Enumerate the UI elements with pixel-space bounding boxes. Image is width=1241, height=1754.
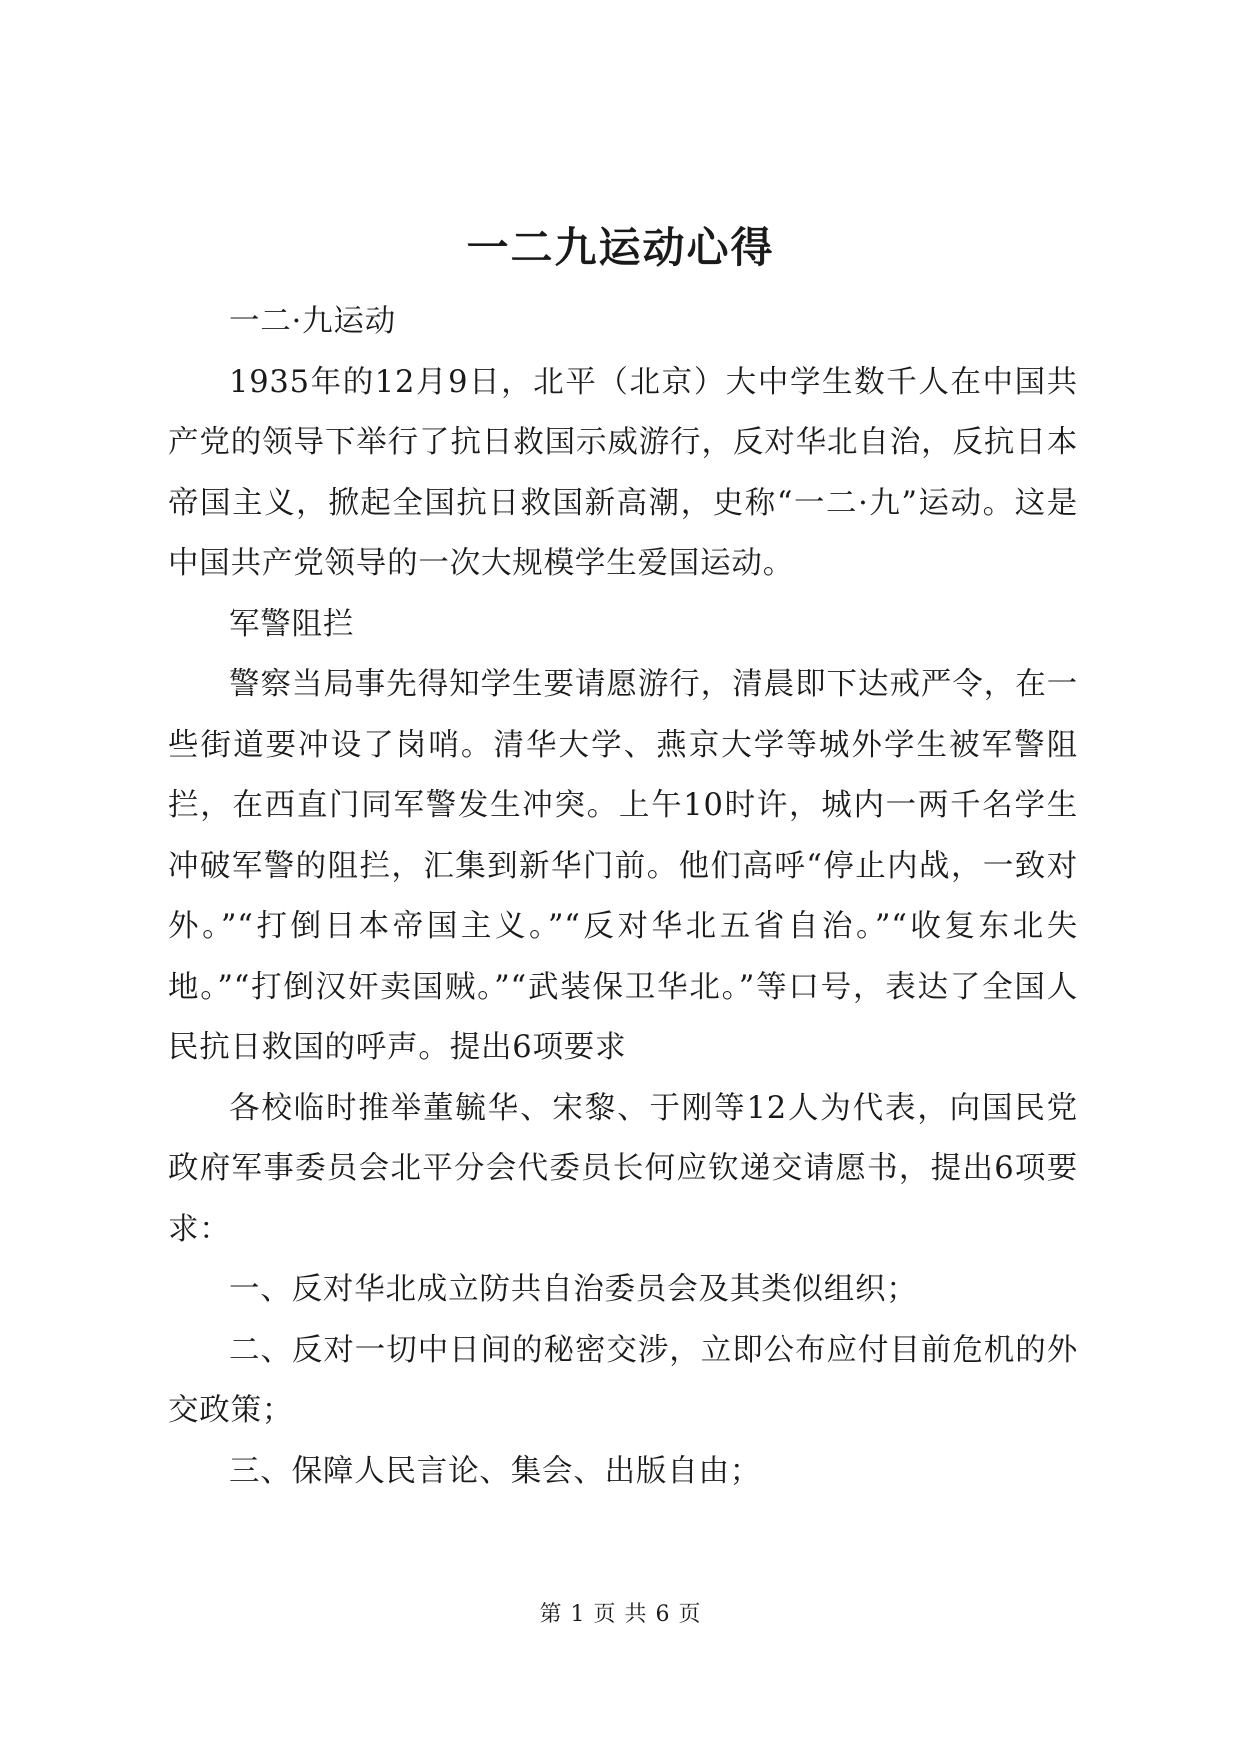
page-number-footer: 第 1 页 共 6 页 [539,1602,702,1627]
section-heading-129-movement: 一二·九运动 [229,304,396,339]
demand-item-3: 三、保障人民言论、集会、出版自由； [229,1453,762,1489]
paragraph-police-block: 警察当局事先得知学生要请愿游行，清晨即下达戒严令，在一些街道要冲设了岗哨。清华大学、燕京大学等城外学生被军警阻拦，在西直门同军警发生冲突。上午10时许，城内一两千名学生冲破军警的阻拦，汇集到新华门前。他们高呼“停止内战，一致对外。”“打倒日本帝国主义。”“反对华北五省自治。”“收复东北失地。”“打倒汉奸卖国贼。”“武装保卫华北。”等口号，表达了全国人民抗日救国的呼声。提出6项要求 [168,667,1078,1065]
paragraph-intro: 1935年的12月9日，北平（北京）大中学生数千人在中国共产党的领导下举行了抗日救国示威游行，反对华北自治，反抗日本帝国主义，掀起全国抗日救国新高潮，史称“一二·九”运动。这是中国共产党领导的一次大规模学生爱国运动。 [168,364,1078,581]
document-body [168,292,1078,1502]
section-heading-police-block: 军警阻拦 [229,606,355,642]
paragraph-representatives: 各校临时推举董毓华、宋黎、于刚等12人为代表，向国民党政府军事委员会北平分会代委员长何应钦递交请愿书，提出6项要求： [168,1090,1078,1247]
demand-item-1: 一、反对华北成立防共自治委员会及其类似组织； [229,1272,918,1307]
demand-item-2: 二、反对一切中日间的秘密交涉，立即公布应付目前危机的外交政策； [168,1332,1078,1428]
document-title: 一二九运动心得 [466,223,775,272]
